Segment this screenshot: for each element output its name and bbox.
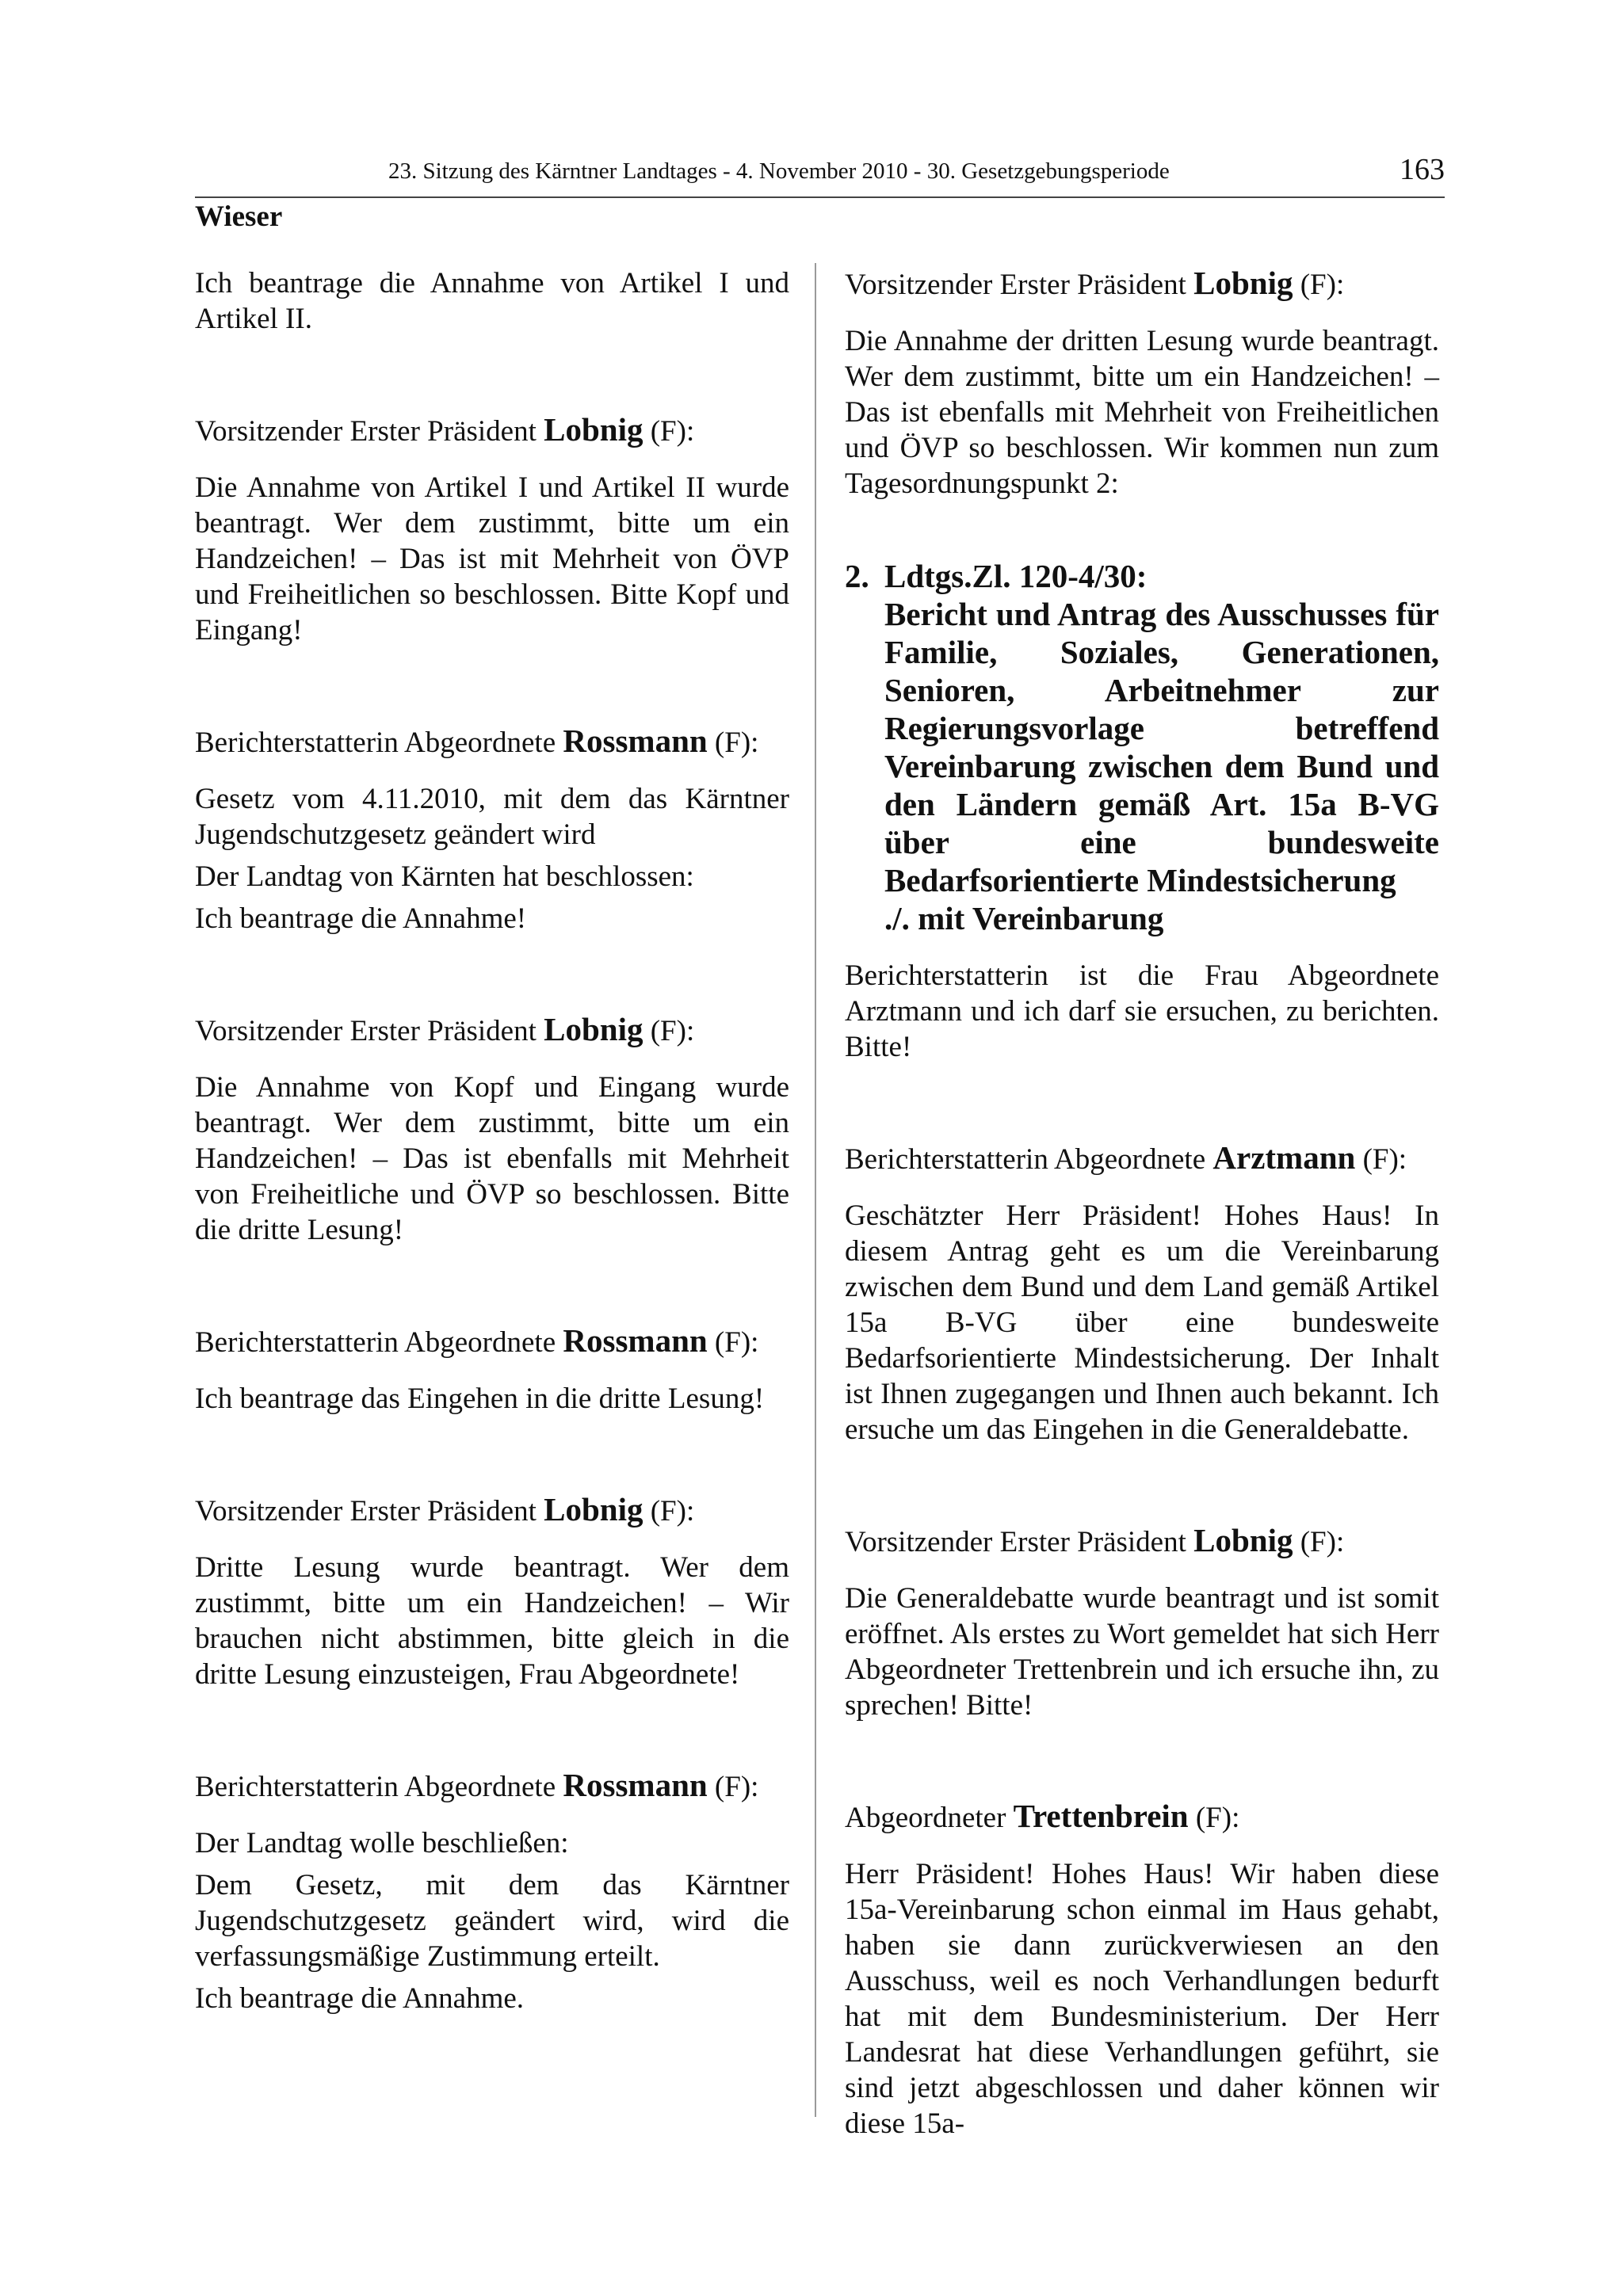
paragraph: Die Annahme von Artikel I und Artikel II wurde beantragt. Wer dem zustimmt, bitte um ein Handzeichen! – Das ist mit Mehrheit von ÖVP und Freiheitlichen so beschlossen. Bitte Kopf und Eingang!: [195, 471, 789, 646]
speaker-role: Berichterstatterin Abgeordnete: [195, 1771, 563, 1803]
paragraph: Die Annahme von Kopf und Eingang wurde beantragt. Wer dem zustimmt, bitte um ein Handzeichen! – Das ist ebenfalls mit Mehrheit von Freiheitliche und ÖVP so beschlossen. Bitte die dritte Lesung!: [195, 1071, 789, 1246]
header-speaker-name: Wieser: [195, 200, 283, 233]
paragraph: Ich beantrage das Eingehen in die dritte Lesung!: [195, 1383, 765, 1415]
speaker-party: (F):: [1355, 1143, 1407, 1176]
speaker-role: Vorsitzender Erster Präsident: [195, 415, 544, 448]
speaker-line: [845, 1140, 1439, 1177]
speaker-line: [195, 1768, 789, 1805]
paragraph: Geschätzter Herr Präsident! Hohes Haus! In diesem Antrag geht es um die Vereinbarung zwischen dem Bund und dem Land gemäß Artikel 15a B-VG über eine bundesweite Bedarfsorientierte Mindestsicherung. Der Inhalt ist Ihnen zugegangen und Ihnen auch bekannt. Ich ersuche um das Eingehen in die Generaldebatte.: [845, 1199, 1439, 1446]
paragraph: Ich beantrage die Annahme.: [195, 1982, 525, 2015]
speaker-name: Rossmann: [563, 1767, 708, 1803]
speaker-party: (F):: [1293, 1526, 1345, 1558]
speaker-name: Rossmann: [563, 723, 708, 759]
agenda-item-reference: Ldtgs.Zl. 120-4/30:: [884, 558, 1148, 594]
paragraph: Dritte Lesung wurde beantragt. Wer dem zustimmt, bitte um ein Handzeichen! – Wir brauchen nicht abstimmen, bitte gleich in die dritte Lesung einzusteigen, Frau Abgeordnete!: [195, 1551, 789, 1691]
speaker-role: Vorsitzender Erster Präsident: [845, 1526, 1194, 1558]
speaker-role: Vorsitzender Erster Präsident: [195, 1015, 544, 1047]
speaker-party: (F):: [643, 1015, 695, 1047]
paragraph: Gesetz vom 4.11.2010, mit dem das Kärntner Jugendschutzgesetz geändert wird: [195, 783, 789, 851]
speaker-party: (F):: [643, 1495, 695, 1527]
speaker-name: Lobnig: [544, 411, 643, 448]
paragraph: Herr Präsident! Hohes Haus! Wir haben diese 15a-Vereinbarung schon einmal im Haus gehabt, haben sie dann zurückverwiesen an den Ausschuss, weil es noch Verhandlungen bedurft hat mit dem Bundesministerium. Der Herr Landesrat hat diese Verhandlungen geführt, sie sind jetzt abgeschlossen und daher können wir diese 15a-: [845, 1858, 1439, 2140]
speaker-party: (F):: [707, 1326, 759, 1359]
speaker-name: Lobnig: [1193, 265, 1293, 301]
speaker-name: Arztmann: [1212, 1139, 1356, 1176]
speaker-line: [845, 1798, 1439, 1836]
speaker-line: [195, 1492, 789, 1529]
speaker-name: Lobnig: [544, 1491, 643, 1527]
speaker-line: [845, 265, 1439, 303]
speaker-line: [195, 1012, 789, 1049]
paragraph: Die Generaldebatte wurde beantragt und ist somit eröffnet. Als erstes zu Wort gemeldet hat sich Herr Abgeordneter Trettenbrein und ich ersuche ihn, zu sprechen! Bitte!: [845, 1582, 1439, 1722]
page-number: 163: [1400, 153, 1445, 186]
speaker-name: Lobnig: [1193, 1522, 1293, 1558]
agenda-item-heading: [845, 557, 1439, 595]
speaker-party: (F):: [707, 1771, 759, 1803]
running-title: 23. Sitzung des Kärntner Landtages - 4. November 2010 - 30. Gesetzgebungsperiode: [388, 158, 1170, 184]
speaker-party: (F):: [1293, 269, 1345, 301]
speaker-line: [195, 1323, 789, 1360]
paragraph: Berichterstatterin ist die Frau Abgeordnete Arztmann und ich darf sie ersuchen, zu berichten. Bitte!: [845, 959, 1439, 1063]
speaker-party: (F):: [707, 727, 759, 759]
speaker-role: Vorsitzender Erster Präsident: [195, 1495, 544, 1527]
paragraph: Ich beantrage die Annahme von Artikel I und Artikel II.: [195, 267, 789, 335]
speaker-name: Rossmann: [563, 1322, 708, 1359]
right-column: [845, 265, 1439, 2142]
speaker-name: Lobnig: [544, 1011, 643, 1047]
speaker-party: (F):: [643, 415, 695, 448]
left-column: [195, 265, 789, 2016]
column-divider: [815, 263, 816, 2117]
speaker-line: [195, 723, 789, 761]
header-rule: [195, 196, 1445, 198]
speaker-role: Berichterstatterin Abgeordnete: [195, 1326, 563, 1359]
speaker-line: [845, 1523, 1439, 1560]
agenda-item: [845, 557, 1439, 937]
paragraph: Der Landtag von Kärnten hat beschlossen:: [195, 860, 694, 893]
speaker-line: [195, 412, 789, 449]
speaker-role: Berichterstatterin Abgeordnete: [845, 1143, 1213, 1176]
paragraph: Die Annahme der dritten Lesung wurde beantragt. Wer dem zustimmt, bitte um ein Handzeichen! – Das ist ebenfalls mit Mehrheit von Freiheitlichen und ÖVP so beschlossen. Wir kommen nun zum Tagesordnungspunkt 2:: [845, 325, 1439, 500]
agenda-item-title: Bericht und Antrag des Ausschusses für Familie, Soziales, Generationen, Senioren, Arbeitnehmer zur Regierungsvorlage betreffend Vereinbarung zwischen dem Bund und den Ländern gemäß Art. 15a B-VG über eine bundesweite Bedarfsorientierte Mindestsicherung: [884, 596, 1439, 898]
speaker-role: Berichterstatterin Abgeordnete: [195, 727, 563, 759]
agenda-item-number: 2.: [845, 558, 869, 594]
speaker-party: (F):: [1188, 1802, 1240, 1834]
paragraph: Der Landtag wolle beschließen:: [195, 1827, 569, 1859]
page-header: [0, 0, 1623, 238]
speaker-role: Abgeordneter: [845, 1802, 1014, 1834]
speaker-name: Trettenbrein: [1013, 1798, 1189, 1834]
agenda-item-attachment: ./. mit Vereinbarung: [884, 900, 1164, 936]
paragraph: Dem Gesetz, mit dem das Kärntner Jugendschutzgesetz geändert wird, wird die verfassungsmäßige Zustimmung erteilt.: [195, 1869, 789, 1973]
paragraph: Ich beantrage die Annahme!: [195, 902, 527, 935]
speaker-role: Vorsitzender Erster Präsident: [845, 269, 1194, 301]
